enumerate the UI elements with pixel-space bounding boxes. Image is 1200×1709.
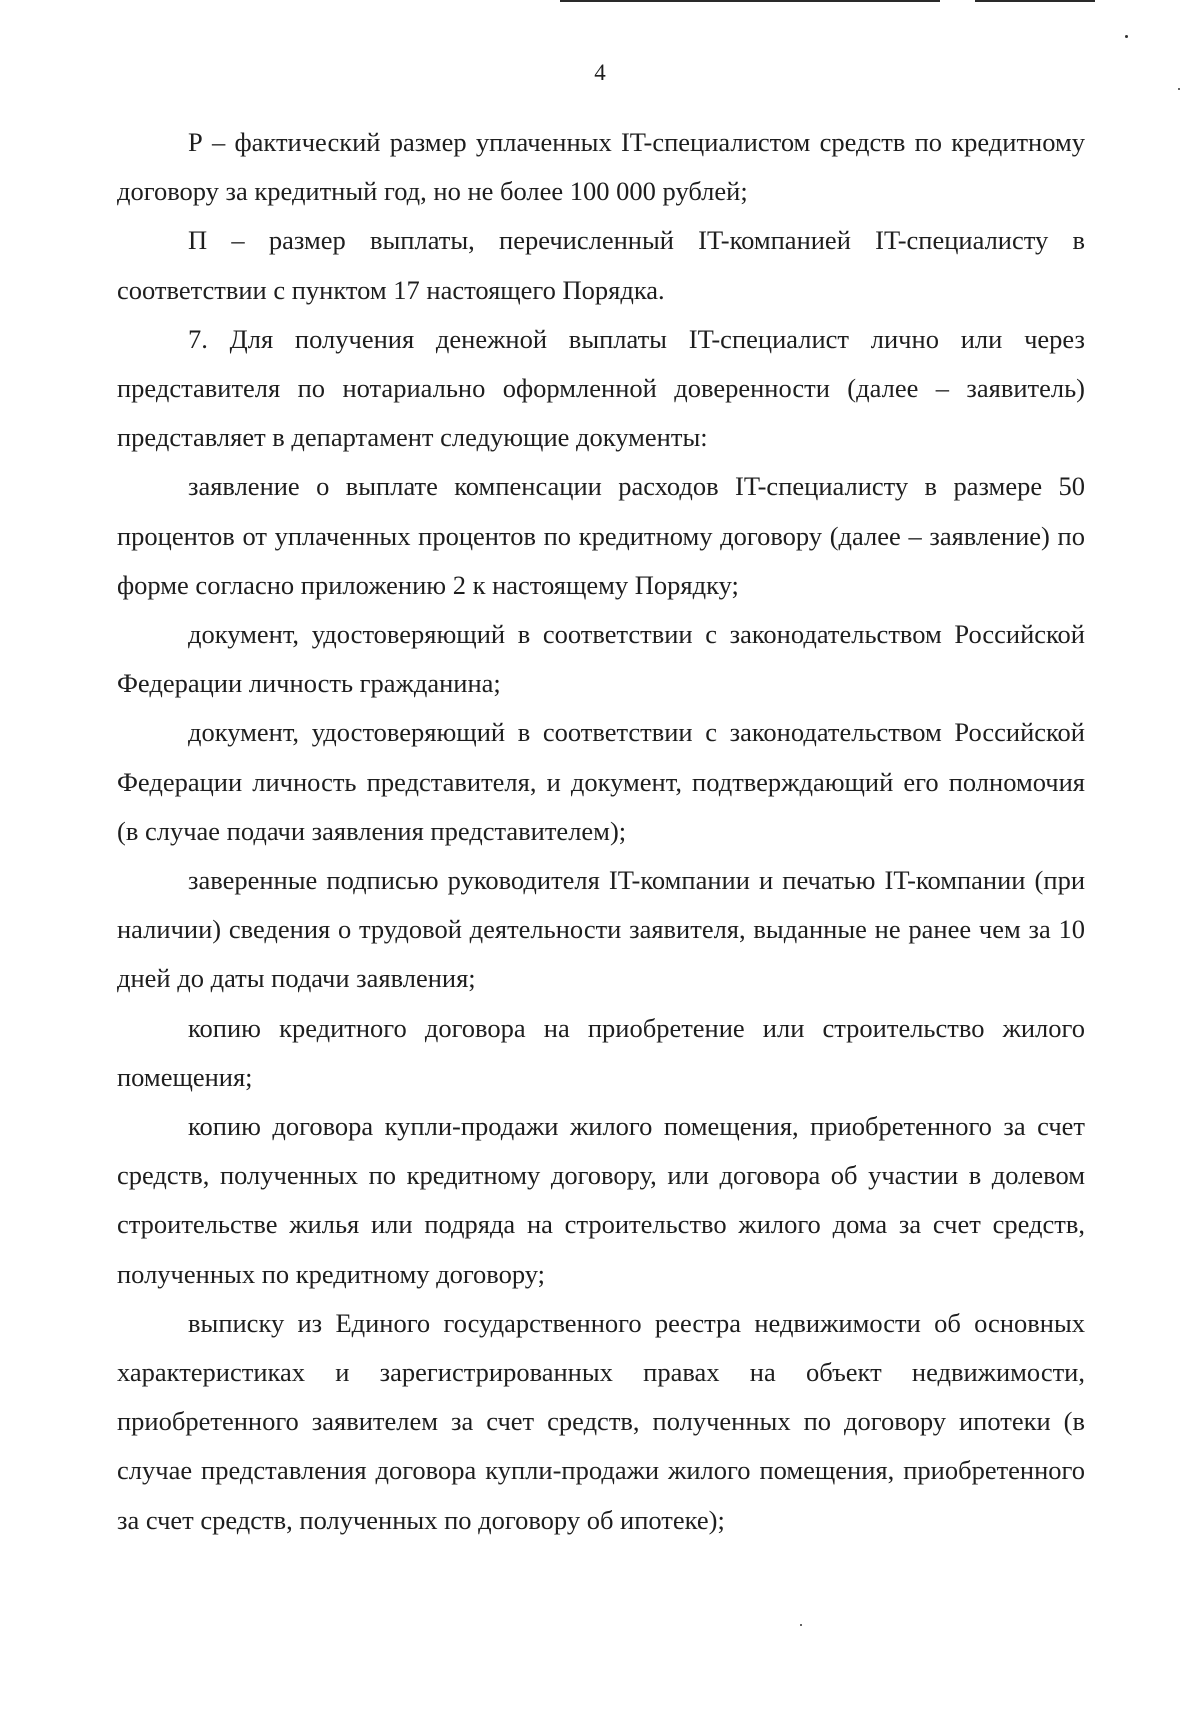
paragraph: выписку из Единого государственного реестра недвижимости об основных характеристиках и зарегистрированных правах на объект недвижимости, приобретенного заявителем за счет средств, полученных по договору ипотеки (в случае представления договора купли-продажи жилого помещения, приобретенного за счет средств, полученных по договору об ипотеке); — [117, 1307, 1085, 1535]
paragraph: копию договора купли-продажи жилого помещения, приобретенного за счет средств, полученных по кредитному договору, или договора об участии в долевом строительстве жилья или подряда на строительство жилого дома за счет средств, полученных по кредитному договору; — [117, 1111, 1085, 1289]
paragraph: заверенные подписью руководителя IT-компании и печатью IT-компании (при наличии) сведения о трудовой деятельности заявителя, выданные не ранее чем за 10 дней до даты подачи заявления; — [117, 865, 1085, 994]
paragraph: Р – фактический размер уплаченных IT-специалистом средств по кредитному договору за кредитный год, но не более 100 000 рублей; — [117, 127, 1085, 207]
paragraph: П – размер выплаты, перечисленный IT-компанией IT-специалисту в соответствии с пунктом 17 настоящего Порядка. — [117, 225, 1085, 305]
paragraph: заявление о выплате компенсации расходов IT-специалисту в размере 50 процентов от уплаченных процентов по кредитному договору (далее – заявление) по форме согласно приложению 2 к настоящему Порядку; — [117, 471, 1085, 600]
paragraph: 7. Для получения денежной выплаты IT-специалист лично или через представителя по нотариально оформленной доверенности (далее – заявитель) представляет в департамент следующие документы: — [117, 323, 1085, 453]
scan-edge-line — [560, 0, 940, 2]
scan-speck — [1125, 35, 1128, 38]
document-body — [117, 118, 1085, 1545]
scan-speck — [1178, 88, 1180, 90]
paragraph: документ, удостоверяющий в соответствии с законодательством Российской Федерации личность гражданина; — [117, 619, 1085, 699]
scan-edge-line — [975, 0, 1095, 2]
scan-speck — [800, 1624, 802, 1626]
paragraph: документ, удостоверяющий в соответствии с законодательством Российской Федерации личность представителя, и документ, подтверждающий его полномочия (в случае подачи заявления представителем); — [117, 717, 1085, 846]
page-number: 4 — [594, 60, 606, 85]
paragraph: копию кредитного договора на приобретение или строительство жилого помещения; — [117, 1012, 1085, 1092]
